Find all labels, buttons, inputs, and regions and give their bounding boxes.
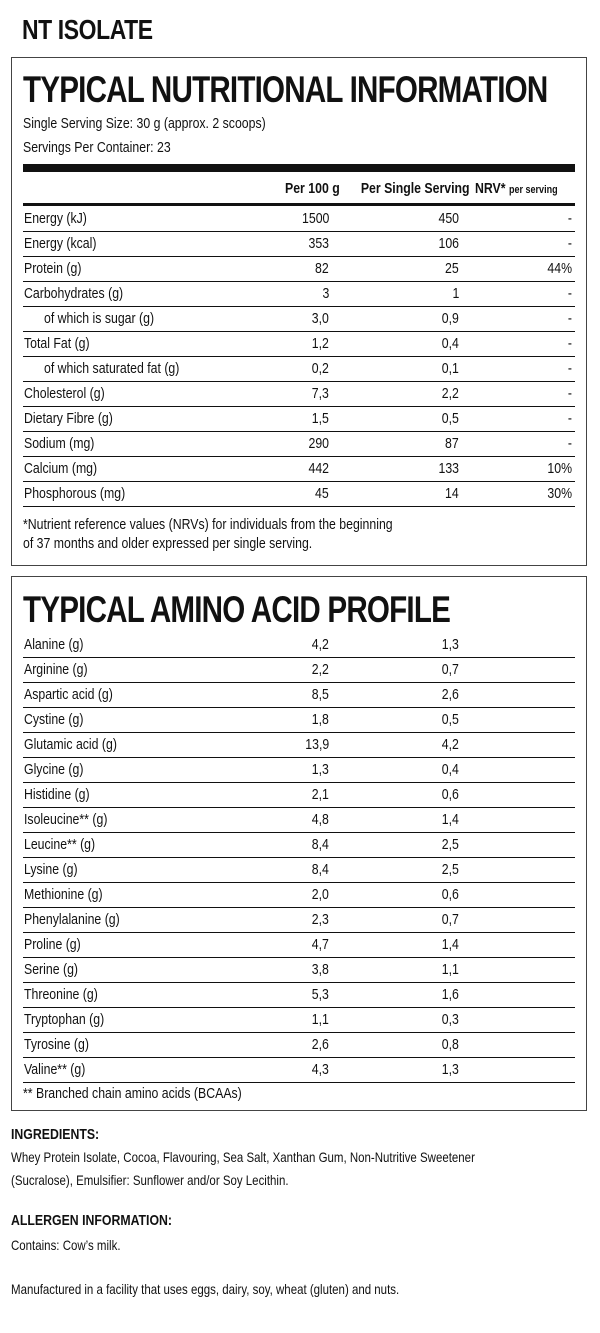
amino-label: Leucine** (g) (24, 836, 96, 853)
header-nrv-label: NRV* (475, 180, 506, 197)
table-row (23, 1033, 575, 1058)
value-per-100g: 1,3 (311, 761, 329, 778)
table-row (23, 307, 575, 332)
table-row (23, 332, 575, 357)
nrv-footnote (23, 515, 393, 553)
value-per-serving: 25 (445, 260, 459, 277)
table-row (23, 232, 575, 257)
table-row (23, 708, 575, 733)
value-nrv: - (567, 385, 572, 402)
value-per-serving: 2,5 (441, 836, 459, 853)
table-row (23, 1008, 575, 1033)
table-row (23, 407, 575, 432)
value-nrv: 10% (547, 460, 572, 477)
amino-label: Lysine (g) (24, 861, 78, 878)
serving-size: Single Serving Size: 30 g (approx. 2 scoops) (23, 115, 266, 132)
value-per-serving: 0,5 (441, 711, 459, 728)
servings-per-container: Servings Per Container: 23 (23, 139, 171, 156)
table-row (23, 207, 575, 232)
value-per-serving: 1,3 (441, 636, 459, 653)
value-per-100g: 4,3 (311, 1061, 329, 1078)
value-per-100g: 3,0 (311, 310, 329, 327)
amino-panel (11, 576, 587, 1111)
table-row (23, 958, 575, 983)
nutrient-label: Protein (g) (24, 260, 82, 277)
value-per-100g: 1,5 (311, 410, 329, 427)
table-row (23, 658, 575, 683)
value-per-100g: 8,5 (311, 686, 329, 703)
value-per-serving: 2,5 (441, 861, 459, 878)
header-per-serving: Per Single Serving (361, 180, 470, 197)
value-per-serving: 0,9 (441, 310, 459, 327)
value-per-100g: 0,2 (311, 360, 329, 377)
amino-label: Glycine (g) (24, 761, 84, 778)
value-per-serving: 1,6 (441, 986, 459, 1003)
value-per-100g: 2,0 (311, 886, 329, 903)
value-per-serving: 0,7 (441, 911, 459, 928)
value-nrv: - (567, 410, 572, 427)
value-per-serving: 2,6 (441, 686, 459, 703)
value-per-serving: 0,3 (441, 1011, 459, 1028)
value-per-100g: 442 (308, 460, 329, 477)
value-nrv: - (567, 235, 572, 252)
table-row (23, 858, 575, 883)
amino-label: Methionine (g) (24, 886, 103, 903)
value-nrv: - (567, 210, 572, 227)
value-nrv: - (567, 310, 572, 327)
nutrient-label: Energy (kcal) (24, 235, 97, 252)
table-row (23, 908, 575, 933)
nutrient-label: Carbohydrates (g) (24, 285, 124, 302)
value-per-serving: 450 (438, 210, 459, 227)
amino-label: Glutamic acid (g) (24, 736, 117, 753)
header-nrv (475, 180, 558, 197)
amino-label: Phenylalanine (g) (24, 911, 120, 928)
value-per-serving: 2,2 (441, 385, 459, 402)
nutrient-label: Energy (kJ) (24, 210, 87, 227)
ingredients-text-line2: (Sucralose), Emulsifier: Sunflower and/or Soy Lecithin. (11, 1172, 289, 1188)
bcaa-footnote: ** Branched chain amino acids (BCAAs) (23, 1085, 242, 1102)
value-per-100g: 3 (322, 285, 329, 302)
value-per-100g: 3,8 (311, 961, 329, 978)
value-per-100g: 1,1 (311, 1011, 329, 1028)
table-row (23, 983, 575, 1008)
value-per-serving: 0,4 (441, 335, 459, 352)
facility-statement: Manufactured in a facility that uses eggs, dairy, soy, wheat (gluten) and nuts. (11, 1281, 400, 1297)
amino-label: Alanine (g) (24, 636, 84, 653)
amino-label: Valine** (g) (24, 1061, 86, 1078)
value-per-serving: 0,6 (441, 886, 459, 903)
table-row (23, 432, 575, 457)
value-per-serving: 106 (438, 235, 459, 252)
nutrient-label: of which saturated fat (g) (44, 360, 180, 377)
value-per-100g: 7,3 (311, 385, 329, 402)
amino-label: Arginine (g) (24, 661, 88, 678)
table-row (23, 382, 575, 407)
table-row (23, 883, 575, 908)
value-per-serving: 0,6 (441, 786, 459, 803)
nutrient-label: Cholesterol (g) (24, 385, 105, 402)
value-nrv: - (567, 435, 572, 452)
value-per-100g: 8,4 (311, 836, 329, 853)
value-per-100g: 2,2 (311, 661, 329, 678)
ingredients-text-line1: Whey Protein Isolate, Cocoa, Flavouring, Sea Salt, Xanthan Gum, Non-Nutritive Sweetener (11, 1149, 475, 1165)
amino-table (23, 633, 575, 1083)
amino-label: Tryptophan (g) (24, 1011, 105, 1028)
amino-label: Aspartic acid (g) (24, 686, 113, 703)
header-nrv-sub: per serving (508, 184, 558, 196)
value-per-serving: 14 (445, 485, 459, 502)
value-per-100g: 4,7 (311, 936, 329, 953)
value-per-100g: 8,4 (311, 861, 329, 878)
table-row (23, 833, 575, 858)
value-per-100g: 1,8 (311, 711, 329, 728)
header-divider (23, 203, 575, 206)
amino-label: Serine (g) (24, 961, 79, 978)
nutrient-label: Calcium (mg) (24, 460, 98, 477)
value-per-serving: 87 (445, 435, 459, 452)
value-per-100g: 4,2 (311, 636, 329, 653)
amino-label: Tyrosine (g) (24, 1036, 89, 1053)
value-per-serving: 1,1 (441, 961, 459, 978)
value-per-serving: 1 (452, 285, 459, 302)
value-per-100g: 5,3 (311, 986, 329, 1003)
value-per-serving: 0,7 (441, 661, 459, 678)
ingredients-heading: INGREDIENTS: (11, 1126, 100, 1143)
value-nrv: - (567, 335, 572, 352)
nrv-footnote-line1: *Nutrient reference values (NRVs) for individuals from the beginning (23, 516, 393, 533)
table-row (23, 282, 575, 307)
nutrient-label: Phosphorous (mg) (24, 485, 126, 502)
value-per-100g: 2,6 (311, 1036, 329, 1053)
value-per-100g: 2,1 (311, 786, 329, 803)
value-per-100g: 353 (308, 235, 329, 252)
value-per-100g: 290 (308, 435, 329, 452)
value-per-100g: 82 (315, 260, 329, 277)
value-nrv: 30% (547, 485, 572, 502)
table-row (23, 633, 575, 658)
value-per-100g: 1,2 (311, 335, 329, 352)
value-per-serving: 1,4 (441, 811, 459, 828)
amino-label: Cystine (g) (24, 711, 84, 728)
value-per-serving: 1,3 (441, 1061, 459, 1078)
amino-label: Proline (g) (24, 936, 81, 953)
value-per-serving: 0,8 (441, 1036, 459, 1053)
allergen-heading: ALLERGEN INFORMATION: (11, 1212, 173, 1229)
amino-title: TYPICAL AMINO ACID PROFILE (23, 589, 451, 630)
amino-label: Histidine (g) (24, 786, 90, 803)
value-nrv: - (567, 285, 572, 302)
value-per-serving: 0,5 (441, 410, 459, 427)
value-per-100g: 4,8 (311, 811, 329, 828)
nrv-footnote-line2: of 37 months and older expressed per single serving. (23, 535, 313, 552)
value-nrv: - (567, 360, 572, 377)
nutrient-table (23, 207, 575, 507)
table-row (23, 257, 575, 282)
table-row (23, 808, 575, 833)
value-nrv: 44% (547, 260, 572, 277)
value-per-serving: 0,1 (441, 360, 459, 377)
amino-label: Isoleucine** (g) (24, 811, 108, 828)
value-per-100g: 45 (315, 485, 329, 502)
value-per-100g: 1500 (301, 210, 329, 227)
table-row (23, 683, 575, 708)
table-row (23, 357, 575, 382)
value-per-100g: 13,9 (305, 736, 329, 753)
allergen-contains: Contains: Cow’s milk. (11, 1237, 121, 1253)
value-per-serving: 0,4 (441, 761, 459, 778)
table-row (23, 733, 575, 758)
value-per-serving: 1,4 (441, 936, 459, 953)
table-row (23, 482, 575, 507)
amino-label: Threonine (g) (24, 986, 98, 1003)
product-title: NT ISOLATE (22, 14, 153, 45)
nutrition-title: TYPICAL NUTRITIONAL INFORMATION (23, 69, 548, 110)
nutrition-panel (11, 57, 587, 566)
nutrient-label: of which is sugar (g) (44, 310, 155, 327)
nutrient-label: Sodium (mg) (24, 435, 95, 452)
nutrient-label: Dietary Fibre (g) (24, 410, 113, 427)
nutrient-label: Total Fat (g) (24, 335, 90, 352)
table-row (23, 457, 575, 482)
value-per-serving: 4,2 (441, 736, 459, 753)
value-per-100g: 2,3 (311, 911, 329, 928)
table-row (23, 1058, 575, 1083)
thick-divider (23, 164, 575, 172)
value-per-serving: 133 (438, 460, 459, 477)
table-row (23, 758, 575, 783)
header-per-100g: Per 100 g (285, 180, 340, 197)
table-row (23, 783, 575, 808)
table-row (23, 933, 575, 958)
